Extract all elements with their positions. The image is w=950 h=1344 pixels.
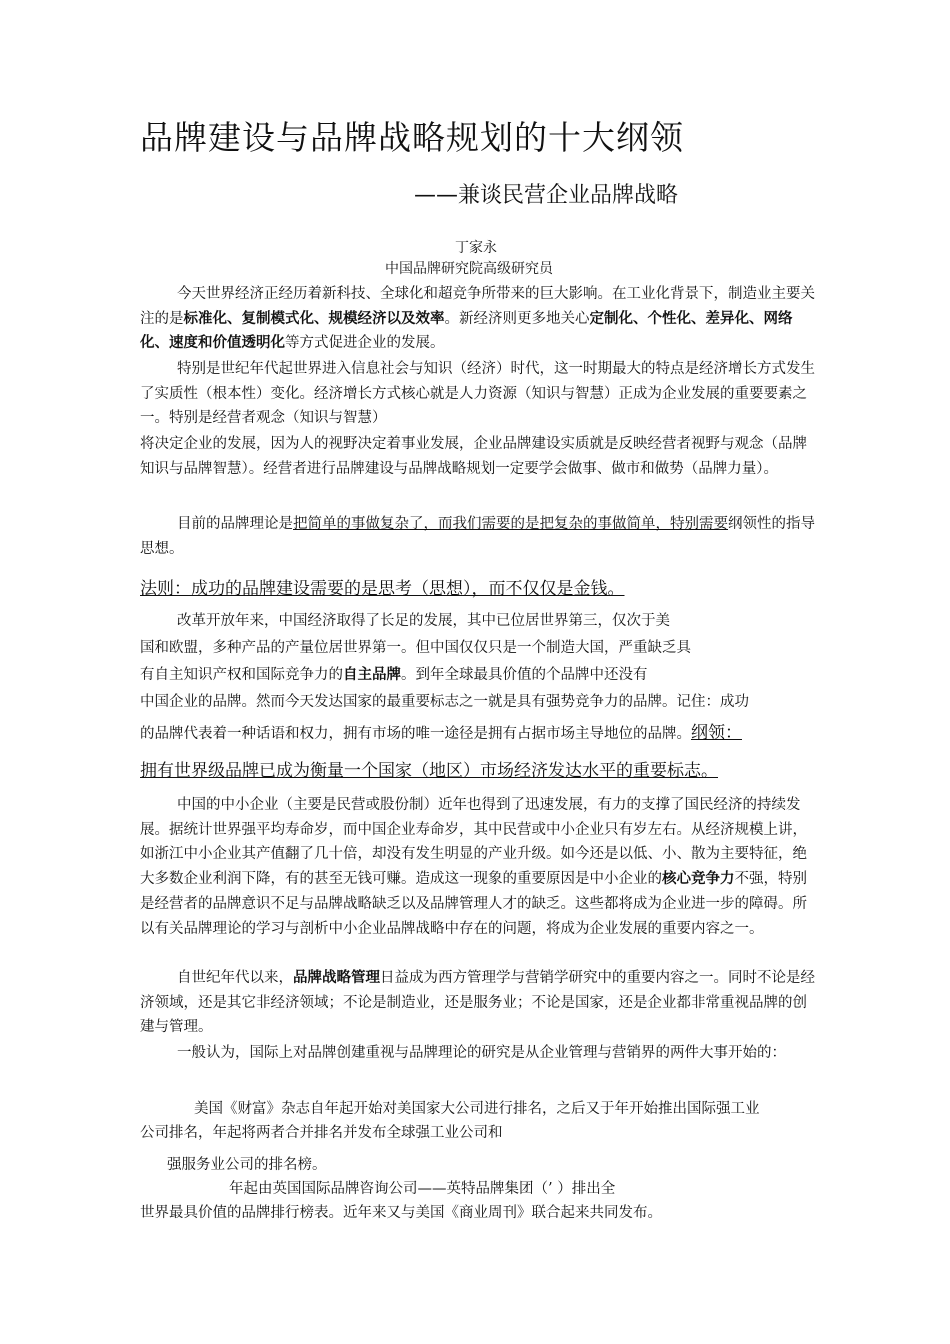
text-span: 。到年全球最具价值的个品牌中还没有 bbox=[401, 667, 648, 683]
text-span: 中国的中小企业（主要是民营或股份制）近年也得到了迅速发展，有力的支撑了国民经济的持续发展。据统计世界强平均寿命岁，而中国企业寿命岁，其中民营或中小企业只有岁左右。从经济规模上讲，如浙江中小企业其产值翻了几十倍，却没有发生明显的产业升级。如今还是以低、小、散为主要特征，绝大多数企业利润下降，有的甚至无钱可赚。造成这一现象的重要原因是中小企业的 bbox=[140, 797, 807, 888]
paragraph-7: 一般认为，国际上对品牌创建重视与品牌理论的研究是从企业管理与营销界的两件大事开始的： bbox=[177, 1045, 786, 1061]
paragraph-2-cont bbox=[140, 432, 820, 481]
text-span: 。新经济则更多地关心 bbox=[444, 310, 590, 327]
paragraph-9-line-2: 世界最具价值的品牌排行榜表。近年来又与美国《商业周刊》联合起来共同发布。 bbox=[140, 1205, 662, 1221]
text-span: 特别是世纪年代起世界进入信息社会与知识（经济）时代，这一时期最大的特点是经济增长方式发生了实质性（根本性）变化。经济增长方式核心就是人力资源（知识与智慧）正成为企业发展的重要要素之一。特别是经营者观念（知识与智慧） bbox=[140, 361, 815, 427]
paragraph-3 bbox=[140, 512, 820, 561]
paragraph-8-line-3: 强服务业公司的排名榜。 bbox=[167, 1157, 327, 1173]
bold-phrase: 标准化、复制模式化、规模经济以及效率 bbox=[183, 309, 445, 327]
paragraph-4-line-1: 改革开放年来，中国经济取得了长足的发展，其中已位居世界第三，仅次于美 bbox=[177, 613, 670, 629]
paragraph-1 bbox=[140, 282, 820, 356]
paragraph-4-line-2: 国和欧盟，多种产品的产量位居世界第一。但中国仅仅只是一个制造大国，严重缺乏具 bbox=[140, 640, 691, 656]
paragraph-9-line-1: 年起由英国国际品牌咨询公司——英特品牌集团（’ ）排出全 bbox=[229, 1181, 616, 1197]
text-span: 有自主知识产权和国际竞争力的 bbox=[140, 667, 343, 683]
text-span: 将决定企业的发展，因为人的视野决定着事业发展，企业品牌建设实质就是反映经营者视野与观念（品牌知识与品牌智慧）。经营者进行品牌建设与品牌战略规划一定要学会做事、做市和做势（品牌力量）。 bbox=[140, 436, 807, 477]
text-span: 今天世界经济正经历着新科技、全球化和超竞争所带来的巨大影响。在工业化背景下，制造业主要关注的是 bbox=[140, 286, 815, 327]
text-span: 纲领性的指导思想。 bbox=[140, 516, 815, 557]
author-affiliation: 中国品牌研究院高级研究员 bbox=[385, 261, 553, 277]
underlined-phrase: 把简单的事做复杂了，而我们需要的是把复杂的事做简单，特别需要 bbox=[293, 516, 728, 532]
text-span: 不强，特别是经营者的品牌意识不足与品牌战略缺乏以及品牌管理人才的缺乏。这些都将成为企业进一步的障碍。所以有关品牌理论的学习与剖析中小企业品牌战略中存在的问题，将成为企业发展的重要内容之一。 bbox=[140, 871, 807, 937]
author-name: 丁家永 bbox=[455, 240, 497, 256]
paragraph-4-line-3 bbox=[140, 663, 648, 688]
text-span: 自世纪年代以来， bbox=[177, 970, 293, 986]
bold-phrase: 核心竞争力 bbox=[662, 870, 735, 888]
paragraph-4-line-4: 中国企业的品牌。然而今天发达国家的最重要标志之一就是具有强势竞争力的品牌。记住：成功 bbox=[140, 694, 749, 710]
document-title: 品牌建设与品牌战略规划的十大纲领 bbox=[140, 118, 684, 157]
guideline-label: 纲领： bbox=[691, 723, 742, 743]
text-span: 日益成为西方管理学与营销学研究中的重要内容之一。同时不论是经济领域，还是其它非经济领域；不论是制造业，还是服务业；不论是国家，还是企业都非常重视品牌的创建与管理。 bbox=[140, 970, 815, 1036]
paragraph-8-line-2: 公司排名，年起将两者合并排名并发布全球强工业公司和 bbox=[140, 1125, 503, 1141]
law-heading: 法则：成功的品牌建设需要的是思考（思想），而不仅仅是金钱。 bbox=[140, 579, 625, 599]
paragraph-5 bbox=[140, 793, 820, 941]
guideline-statement: 拥有世界级品牌已成为衡量一个国家（地区）市场经济发达水平的重要标志。 bbox=[140, 761, 718, 781]
bold-phrase: 品牌战略管理 bbox=[293, 969, 380, 986]
text-span: 目前的品牌理论是 bbox=[177, 516, 293, 532]
paragraph-4-line-5 bbox=[140, 721, 742, 747]
paragraph-8-line-1: 美国《财富》杂志自年起开始对美国家大公司进行排名，之后又于年开始推出国际强工业 bbox=[194, 1101, 760, 1117]
text-span: 的品牌代表着一种话语和权力，拥有市场的唯一途径是拥有占据市场主导地位的品牌。 bbox=[140, 726, 691, 742]
bold-phrase: 定制化、个性化、差异化、网络化、速度和价值透明化 bbox=[140, 309, 793, 352]
document-subtitle: ——兼谈民营企业品牌战略 bbox=[414, 183, 679, 208]
paragraph-6 bbox=[140, 966, 820, 1040]
bold-phrase: 自主品牌 bbox=[343, 666, 401, 683]
text-span: 等方式促进企业的发展。 bbox=[285, 335, 445, 352]
paragraph-2 bbox=[140, 357, 820, 431]
